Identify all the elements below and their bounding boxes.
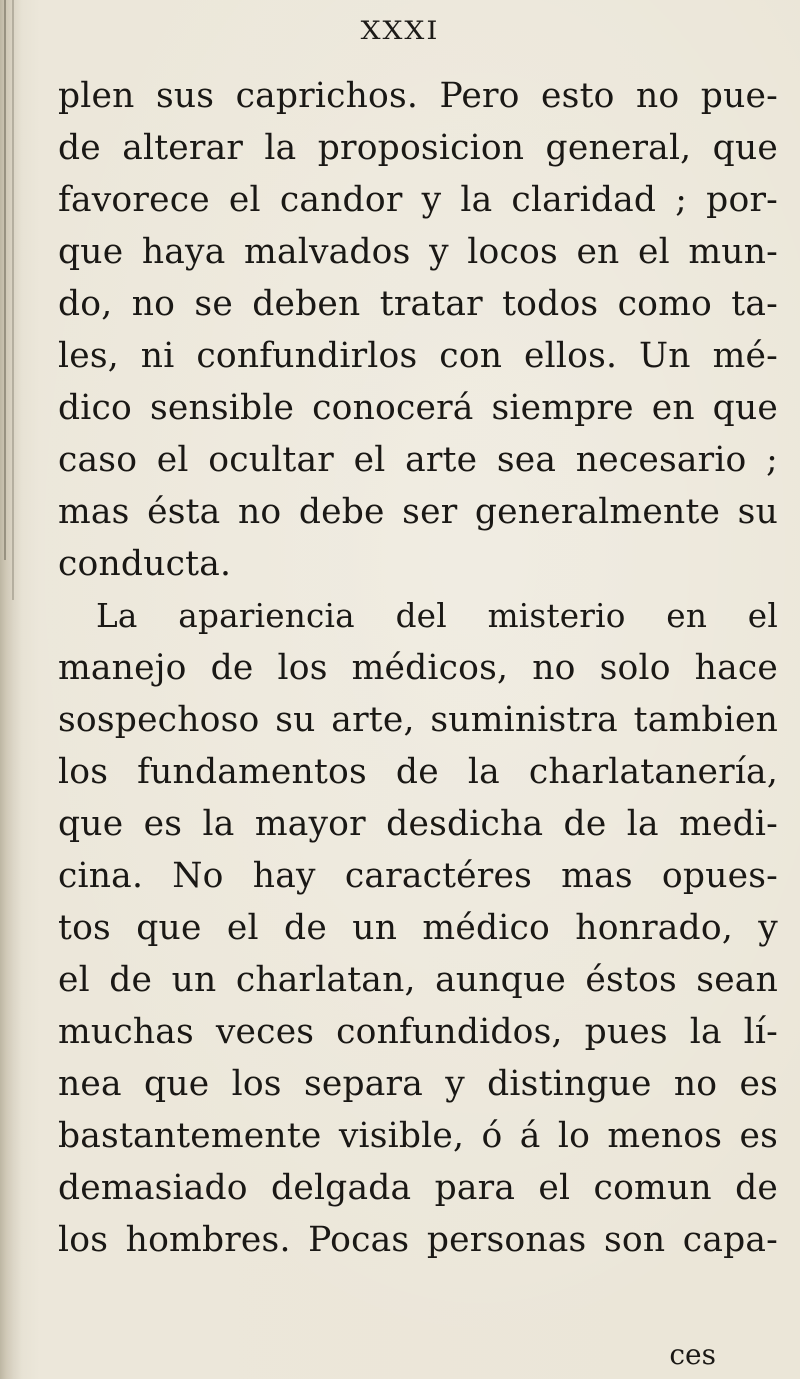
text-line: caso el ocultar el arte sea necesario ; (58, 440, 778, 480)
gutter-edge-line (4, 0, 6, 560)
text-line: cina. No hay caractéres mas opues- (58, 856, 778, 896)
text-line: do, no se deben tratar todos como ta- (58, 284, 778, 324)
text-line: sospechoso su arte, suministra tambien (58, 700, 778, 740)
text-line: nea que los separa y distingue no es (58, 1064, 778, 1104)
text-line: favorece el candor y la claridad ; por- (58, 180, 778, 220)
text-line: demasiado delgada para el comun de (58, 1168, 778, 1208)
text-line: que es la mayor desdicha de la medi- (58, 804, 778, 844)
body-text (58, 70, 778, 1266)
text-line: los hombres. Pocas personas son capa- (58, 1220, 778, 1260)
text-line: el de un charlatan, aunque éstos sean (58, 960, 778, 1000)
text-line: bastantemente visible, ó á lo menos es (58, 1116, 778, 1156)
catchword: ces (669, 1338, 716, 1371)
text-line: muchas veces confundidos, pues la lí- (58, 1012, 778, 1052)
paragraph-first-line: La apariencia del misterio en el (96, 597, 778, 635)
binding-gutter (0, 0, 22, 1379)
text-line: conducta. (58, 544, 232, 584)
gutter-edge-line (12, 0, 14, 600)
text-line: plen sus caprichos. Pero esto no pue- (58, 76, 778, 116)
text-line: dico sensible conocerá siempre en que (58, 388, 778, 428)
text-line: mas ésta no debe ser generalmente su (58, 492, 778, 532)
text-line: los fundamentos de la charlatanería, (58, 752, 778, 792)
text-line: que haya malvados y locos en el mun- (58, 232, 778, 272)
page-number: XXXI (360, 15, 440, 46)
text-line: les, ni confundirlos con ellos. Un mé- (58, 336, 778, 376)
text-line: de alterar la proposicion general, que (58, 128, 778, 168)
text-line: tos que el de un médico honrado, y (58, 908, 778, 948)
text-line: manejo de los médicos, no solo hace (58, 648, 778, 688)
